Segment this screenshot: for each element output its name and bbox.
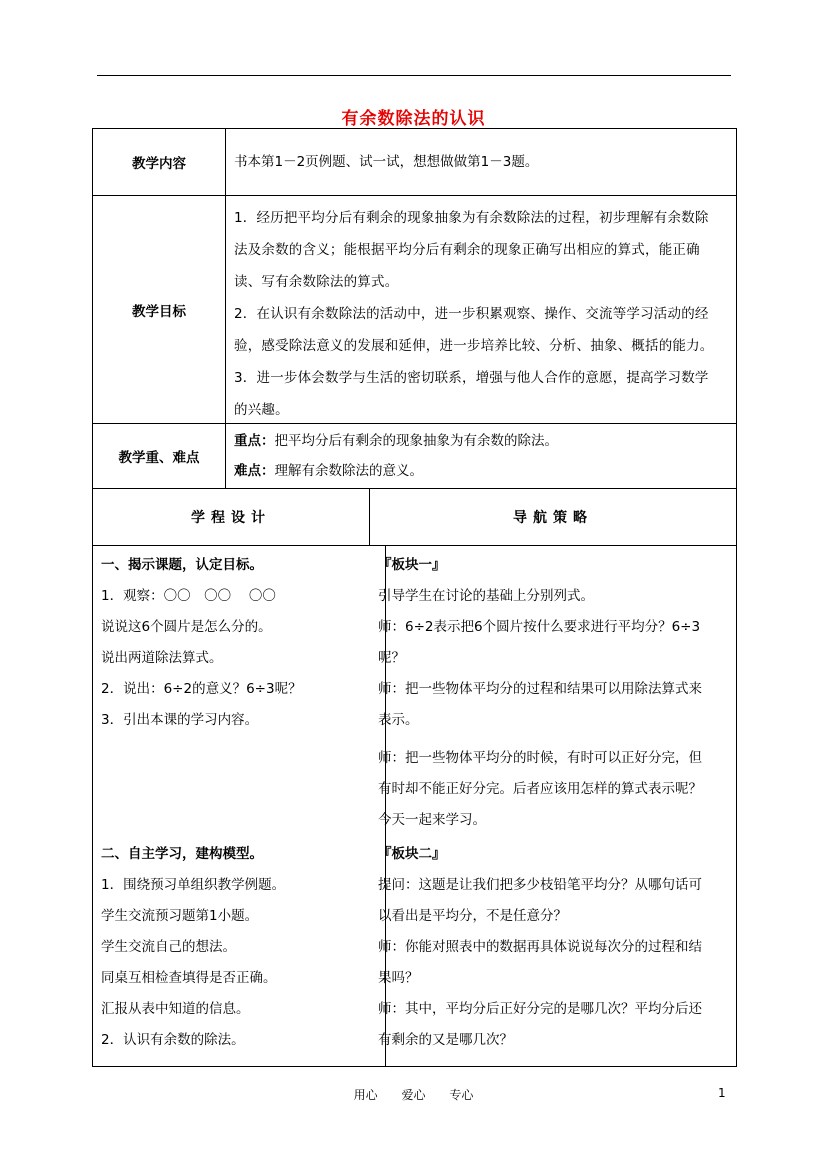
goals-line: 验，感受除法意义的发展和延伸，进一步培养比较、分析、抽象、概括的能力。	[234, 338, 714, 354]
right-column-head: 导航策略	[513, 510, 593, 526]
right-line: 果吗？	[378, 970, 419, 986]
right-line: 有时却不能正好分完。后者应该用怎样的算式表示呢？	[378, 781, 702, 797]
key-points-label: 教学重、难点	[93, 424, 226, 488]
left-line: 1．围绕预习单组织教学例题。	[101, 877, 286, 893]
goals-line: 3．进一步体会数学与生活的密切联系，增强与他人合作的意愿，提高学习数学	[234, 370, 709, 386]
block-heading: 『板块一』	[378, 557, 446, 573]
footer-item: 专心	[449, 1088, 474, 1102]
left-line: 说出两道除法算式。	[101, 650, 223, 666]
goals-line: 的兴趣。	[234, 402, 289, 418]
left-line: 汇报从表中知道的信息。	[101, 1001, 250, 1017]
goals-row	[92, 195, 737, 424]
right-line: 以看出是平均分，不是任意分？	[378, 908, 567, 924]
key-points-text	[226, 424, 736, 488]
right-line: 今天一起来学习。	[378, 812, 486, 828]
right-line: 师：你能对照表中的数据再具体说说每次分的过程和结	[378, 939, 702, 955]
right-line: 师：6÷2表示把6个圆片按什么要求进行平均分？6÷3	[378, 619, 701, 635]
content-label: 教学内容	[93, 129, 226, 195]
left-line: 同桌互相检查填得是否正确。	[101, 970, 277, 986]
difficulty-text: 理解有余数除法的意义。	[274, 463, 423, 479]
goals-text	[226, 196, 736, 423]
right-line: 表示。	[378, 712, 419, 728]
key-points-row	[92, 423, 737, 489]
footer-item: 爱心	[401, 1088, 426, 1102]
right-line: 师：把一些物体平均分的时候，有时可以正好分完，但	[378, 750, 702, 766]
left-line: 3．引出本课的学习内容。	[101, 712, 259, 728]
key-point-label: 重点：	[234, 433, 275, 449]
key-point-text: 把平均分后有剩余的现象抽象为有余数的除法。	[274, 433, 558, 449]
left-column	[93, 546, 386, 1066]
content-row	[92, 128, 737, 196]
right-line: 师：其中，平均分后正好分完的是哪几次？平均分后还	[378, 1001, 702, 1017]
goals-line: 读、写有余数除法的算式。	[234, 274, 399, 290]
goals-line: 1．经历把平均分后有剩余的现象抽象为有余数除法的过程，初步理解有余数除	[234, 210, 709, 226]
right-line: 提问：这题是让我们把多少枝铅笔平均分？从哪句话可	[378, 877, 702, 893]
left-column-head: 学程设计	[93, 489, 370, 545]
left-line: 2．说出：6÷2的意义？6÷3呢？	[101, 681, 302, 697]
header-rule	[97, 75, 731, 76]
section-heading: 二、自主学习，建构模型。	[101, 846, 263, 862]
right-line: 呢？	[378, 650, 405, 666]
right-line: 引导学生在讨论的基础上分别列式。	[378, 588, 594, 604]
right-line: 师：把一些物体平均分的过程和结果可以用除法算式来	[378, 681, 702, 697]
footer-item: 用心	[353, 1088, 378, 1102]
column-head-row	[92, 488, 737, 546]
block-heading: 『板块二』	[378, 846, 446, 862]
left-line: 说说这6个圆片是怎么分的。	[101, 619, 272, 635]
document-title: 有余数除法的认识	[341, 109, 486, 129]
goals-line: 法及余数的含义；能根据平均分后有剩余的现象正确写出相应的算式，能正确	[234, 242, 700, 258]
left-line: 学生交流预习题第1小题。	[101, 908, 259, 924]
content-text: 书本第1－2页例题、试一试，想想做做第1－3题。	[234, 153, 539, 170]
page-footer	[0, 1086, 827, 1103]
difficulty-label: 难点：	[234, 463, 275, 479]
goals-line: 2．在认识有余数除法的活动中，进一步积累观察、操作、交流等学习活动的经	[234, 306, 709, 322]
section-heading: 一、揭示课题，认定目标。	[101, 557, 263, 573]
left-line: 2．认识有余数的除法。	[101, 1032, 245, 1048]
left-line: 1．观察：〇〇 〇〇 〇〇	[101, 588, 276, 604]
right-column	[370, 546, 736, 1066]
right-line: 有剩余的又是哪几次？	[378, 1032, 513, 1048]
body-row	[92, 545, 737, 1067]
page-number: 1	[718, 1086, 726, 1100]
goals-label: 教学目标	[93, 196, 226, 423]
left-line: 学生交流自己的想法。	[101, 939, 236, 955]
